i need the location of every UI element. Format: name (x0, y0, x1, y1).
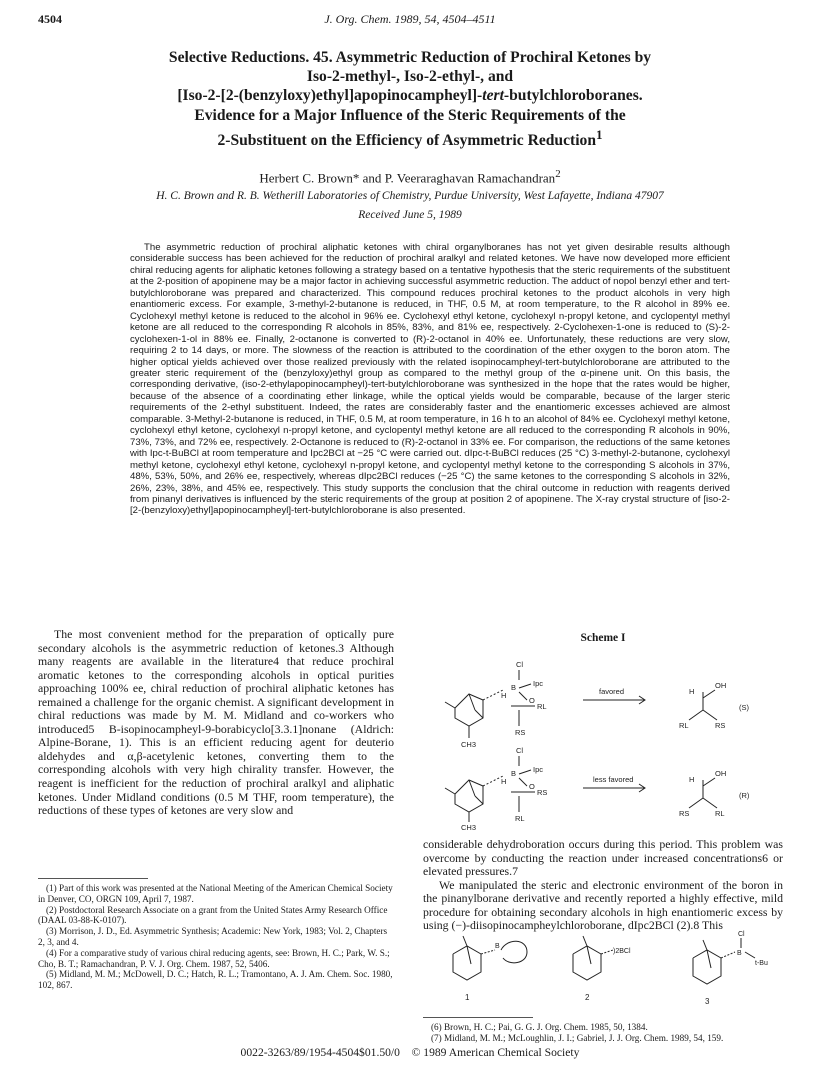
bridge-bond-top-2 (475, 710, 483, 718)
product-r-oh (703, 778, 715, 786)
product-s-oh (703, 690, 715, 698)
title-line-5 (60, 125, 760, 150)
structure-1-number: 1 (465, 993, 470, 1002)
structure-1-b-bond (481, 950, 495, 954)
less-favored-label: less favored (593, 775, 634, 784)
product-s-h: H (689, 687, 695, 696)
title-line-2: Iso-2-methyl-, Iso-2-ethyl-, and (306, 68, 514, 86)
favored-label: favored (599, 687, 625, 696)
footnote-6: (6) Brown, H. C.; Pai, G. G. J. Org. Chem. 1985, 50, 1384. (431, 1022, 648, 1032)
product-r-oh-label: OH (715, 769, 727, 778)
product-r-rs (689, 798, 703, 808)
footnote-4: (4) For a comparative study of various chiral reducing agents, see: Brown, H. C.; Park, W. S.; Cho, B. T.; Ramachandran, P. V. J. Org. Chem. 1987, 52, 5406. (38, 947, 390, 969)
structure-3-methyl (703, 940, 707, 950)
structure-2-ring (573, 946, 601, 980)
structure-2-b-bond (601, 950, 613, 954)
b-label-top: B (511, 683, 517, 692)
b-label-bottom: B (511, 769, 517, 778)
title-line-3a: [Iso-2-[2-(benzyloxy)ethyl]apopinocampheyl]- (177, 87, 483, 105)
footnotes-left (38, 883, 394, 991)
body-paragraph-continued: considerable dehydroboration occurs during this period. This problem was overcome by conducting the reaction under increased concentrations6 or elevated pressures.7 (423, 837, 783, 879)
copyright: © 1989 American Chemical Society (411, 1046, 580, 1059)
title-line-1: Selective Reductions. 45. Asymmetric Reduction of Prochiral Ketones by (168, 49, 652, 66)
structure-1-bbn (501, 941, 527, 963)
b-ipc-bond-top (519, 684, 531, 688)
gem-methyl-bottom (445, 788, 455, 794)
structure-3-b-bond (721, 952, 735, 958)
journal-citation: J. Org. Chem. 1989, 54, 4504–4511 (324, 12, 496, 26)
ch3-label-top: CH3 (461, 740, 477, 749)
author-list (0, 168, 820, 186)
o-label-bottom: O (529, 782, 535, 791)
structure-1-bridge (467, 946, 471, 964)
structures-1-3 (423, 928, 783, 1013)
title-tert: tert (482, 87, 504, 105)
footnote-7: (7) Midland, M. M.; McLoughlin, J. I.; Gabriel, J. J. Org. Chem. 1989, 54, 159. (431, 1032, 724, 1043)
cl-label-top: Cl (516, 660, 524, 669)
title-line-3 (60, 86, 760, 105)
footnote-rule-right (423, 1017, 533, 1018)
product-s-rs (703, 710, 717, 720)
page-footer (0, 1046, 820, 1059)
product-r-rl (703, 798, 717, 808)
title-footnote-mark: 1 (596, 126, 603, 142)
author-separator: and (359, 170, 385, 186)
product-s-rl (689, 710, 703, 720)
structure-1-b: B (495, 943, 500, 950)
footnote-1: (1) Part of this work was presented at the National Meeting of the American Chemical Society in Denver, CO, ORGN 109, April 7, 1987. (38, 883, 393, 904)
footnote-2: (2) Postdoctoral Research Associate on a grant from the United States Army Research Office (DAAL 03-88-K-0107). (38, 904, 388, 926)
h-label-top: H (501, 691, 507, 700)
rs-label-bottom: RS (537, 788, 548, 797)
rl-label-top: RL (537, 702, 547, 711)
footnote-3: (3) Morrison, J. D., Ed. Asymmetric Synthesis; Academic: New York, 1983; Vol. 2, Chapters 2, 3, and 4. (38, 926, 388, 947)
pinane-ring-bottom (455, 780, 483, 812)
r-config-label: (R) (739, 791, 750, 800)
title-line-5-text: 2-Substituent on the Efficiency of Asymmetric Reduction (217, 132, 597, 149)
structure-2-label: )2BCl (613, 948, 631, 955)
b-ipc-bond-bottom (519, 770, 531, 774)
footnotes-right (423, 1022, 783, 1044)
b-o-bond-bottom (519, 778, 527, 786)
ipc-label-bottom: Ipc (533, 765, 544, 774)
abstract: The asymmetric reduction of prochiral aliphatic ketones with chiral organylboranes has not yet given desirable results although considerable success has been achieved for the reduction of prochiral aralkyl and related ketones. We have now developed more efficient chiral reducing agents for aliphatic ketones following a strategy based on a tentative hypothesis that the steric requirements of the substituent at the 2-position of apopinene may be a major factor in achieving successful asymmetric reduction. The adduct of nopol benzyl ether and tert-butylchloroborane was prepared and characterized. This compound reduces prochiral ketones to the product alcohols in very high enantiomeric excess. For example, 3-methyl-2-butanone is reduced, in THF, 0.5 M, at room temperature, to the R alcohol in 89% ee. Cyclohexyl methyl ketone is reduced to the alcohol in 96% ee. Cyclohexyl ethyl ketone, cyclohexyl n-propyl ketone, and cyclopentyl methyl ketone are all reduced to the corresponding R alcohols in 85%, 83%, and 81% ee, respectively. 2-Cyclohexen-1-one is reduced to (S)-2-cyclohexen-1-ol in 88% ee. Finally, 2-octanone is converted to (R)-2-octanol in 40% ee. Unfortunately, these reductions are very slow, requiring 2 to 14 days, or more. The slowness of the reaction is attributed to the coordination of the ether oxygen to the boron atom. The higher optical yields achieved over those realized previously with the related isopinocampheyl-tert-butylchloroborane are attributed to the greater steric requirement of the (benzyloxy)ethyl group as compared to the methyl group of the α-pinene unit. On this basis, the corresponding derivative, (iso-2-ethylapopinocampheyl)-tert-butylchloroborane was synthesized in the hope that the rates would be higher, because of the absence of a coordinating ether linkage, while the optical yields would be comparable, because of the larger steric requirements of the 2-ethyl substituent. Indeed, the rates are considerably faster and the enantiomeric excesses achieved are almost comparable. 3-Methyl-2-butanone is reduced, in THF, 0.5 M, at room temperature, in 16 h to an alcohol of 84% ee. Cyclohexyl methyl ketone, cyclohexyl ethyl ketone, cyclohexyl n-propyl ketone, and cyclopentyl methyl ketone are all reduced to the corresponding R alcohols in 90%, 73%, 73%, and 72% ee, respectively. 2-Octanone is reduced to (R)-2-octanol in 33% ee. For comparison, the reductions of the same ketones with Ipc-t-BuBCl at room temperature and Ipc2BCl at −25 °C were carried out. dIpc-t-BuBCl reduces (25 °C) 3-methyl-2-butanone, cyclohexyl methyl ketone, cyclohexyl ethyl ketone, cyclohexyl n-propyl ketone, and cyclopentyl methyl ketone to the corresponding S alcohols in 37%, 48%, 53%, 50%, and 26% ee, respectively, whereas dIpc2BCl reduces (−25 °C) the same ketones to the corresponding S alcohols in 32%, 26%, 23%, 38%, and 45% ee, respectively. This study supports the conclusion that the chiral outcome in reduction with reagents derived from pinanyl derivatives is influenced by the steric requirements of the group at position 2 of apopinene. The X-ray crystal structure of [iso-2-[2-(benzyloxy)ethyl]apopinocampheyl]-tert-butylchloroborane is also presented. (130, 242, 730, 517)
author-2: P. Veeraraghavan Ramachandran (384, 170, 556, 186)
structure-2-bridge (587, 946, 591, 964)
structure-3-ring (693, 950, 721, 984)
product-r-rs-label: RS (679, 809, 690, 818)
o-label-top: O (529, 696, 535, 705)
h-label-bottom: H (501, 777, 507, 786)
product-s-rs-label: RS (715, 721, 726, 730)
author-2-footnote-mark: 2 (555, 168, 561, 180)
page-header (38, 12, 782, 28)
product-s-oh-label: OH (715, 681, 727, 690)
pinane-ring-top (455, 694, 483, 726)
article-code: 0022-3263/89/1954-4504$01.50/0 (240, 1046, 400, 1059)
ipc-label-top: Ipc (533, 679, 544, 688)
structure-3-number: 3 (705, 997, 710, 1006)
scheme-title: Scheme I (580, 632, 626, 644)
footnote-5: (5) Midland, M. M.; McDowell, D. C.; Hatch, R. L.; Tramontano, A. J. Am. Chem. Soc. 1980, 102, 867. (38, 969, 393, 991)
structure-1-ring (453, 946, 481, 980)
structure-1-methyl (463, 936, 467, 946)
article-title (60, 48, 760, 150)
bridge-bond-bottom-2 (475, 796, 483, 804)
title-line-4: Evidence for a Major Influence of the Steric Requirements of the (194, 106, 626, 124)
footnote-rule (38, 878, 148, 879)
s-config-label: (S) (739, 703, 749, 712)
structure-3-b: B (737, 950, 742, 957)
structure-2-number: 2 (585, 993, 590, 1002)
structure-2-methyl (583, 936, 587, 946)
page-number: 4504 (38, 12, 62, 26)
ch3-label-bottom: CH3 (461, 823, 477, 832)
author-1: Herbert C. Brown* (259, 170, 360, 186)
scheme-diagram (423, 648, 783, 833)
product-r-rl-label: RL (715, 809, 725, 818)
product-s-rl-label: RL (679, 721, 689, 730)
body-paragraph: The most convenient method for the preparation of optically pure secondary alcohols is the asymmetric reduction of ketones.3 Although many reagents are available in the literature4 that reduce prochiral aromatic ketones to the corresponding alcohols in optical purities approaching 100% ee, chiral reduction of prochiral aliphatic ketones has remained a challenge for the organic chemist. A significant development in chiral reductions was made by M. M. Midland and co-workers who introduced5 B-isopinocampheyl-9-borabicyclo[3.3.1]nonane (Aldrich: Alpine-Borane, 1). This is an efficient reducing agent for deuterio aldehydes and α,β-acetylenic ketones, converting them to the corresponding alcohols with very high chirality transfer. However, the reagent is inefficient for the reduction of prochiral aralkyl and aliphatic ketones. Under Midland conditions (0.5 M THF, room temperature), the reductions of these types of ketones are very slow and (38, 627, 394, 818)
rs-label-top: RS (515, 728, 526, 737)
received-date: Received June 5, 1989 (358, 209, 462, 221)
body-column-left (38, 628, 394, 818)
affiliation: H. C. Brown and R. B. Wetherill Laboratories of Chemistry, Purdue University, West Lafayette, Indiana 47907 (156, 190, 664, 202)
b-o-bond-top (519, 692, 527, 700)
rl-label-bottom: RL (515, 814, 525, 823)
cl-label-bottom: Cl (516, 746, 524, 755)
structure-3-cl: Cl (738, 931, 745, 938)
product-r-h: H (689, 775, 695, 784)
structure-3-tbu-bond (745, 952, 755, 958)
structure-3-tbu: t-Bu (755, 960, 768, 967)
title-line-3c: -butylchloroboranes. (503, 87, 643, 105)
body-paragraph: We manipulated the steric and electronic environment of the boron in the pinanylborane derivative and recently reported a highly effective, mild procedure for obtaining secondary alcohols in high enantiomeric excess by using (−)-diisopinocampheylchloroborane, dIpc2BCl (2).8 This (423, 877, 783, 933)
h-transfer-bottom (483, 776, 503, 786)
structure-3-bridge (707, 950, 711, 968)
h-transfer-top (483, 690, 503, 700)
gem-methyl-top (445, 702, 455, 708)
body-column-right (423, 838, 783, 933)
